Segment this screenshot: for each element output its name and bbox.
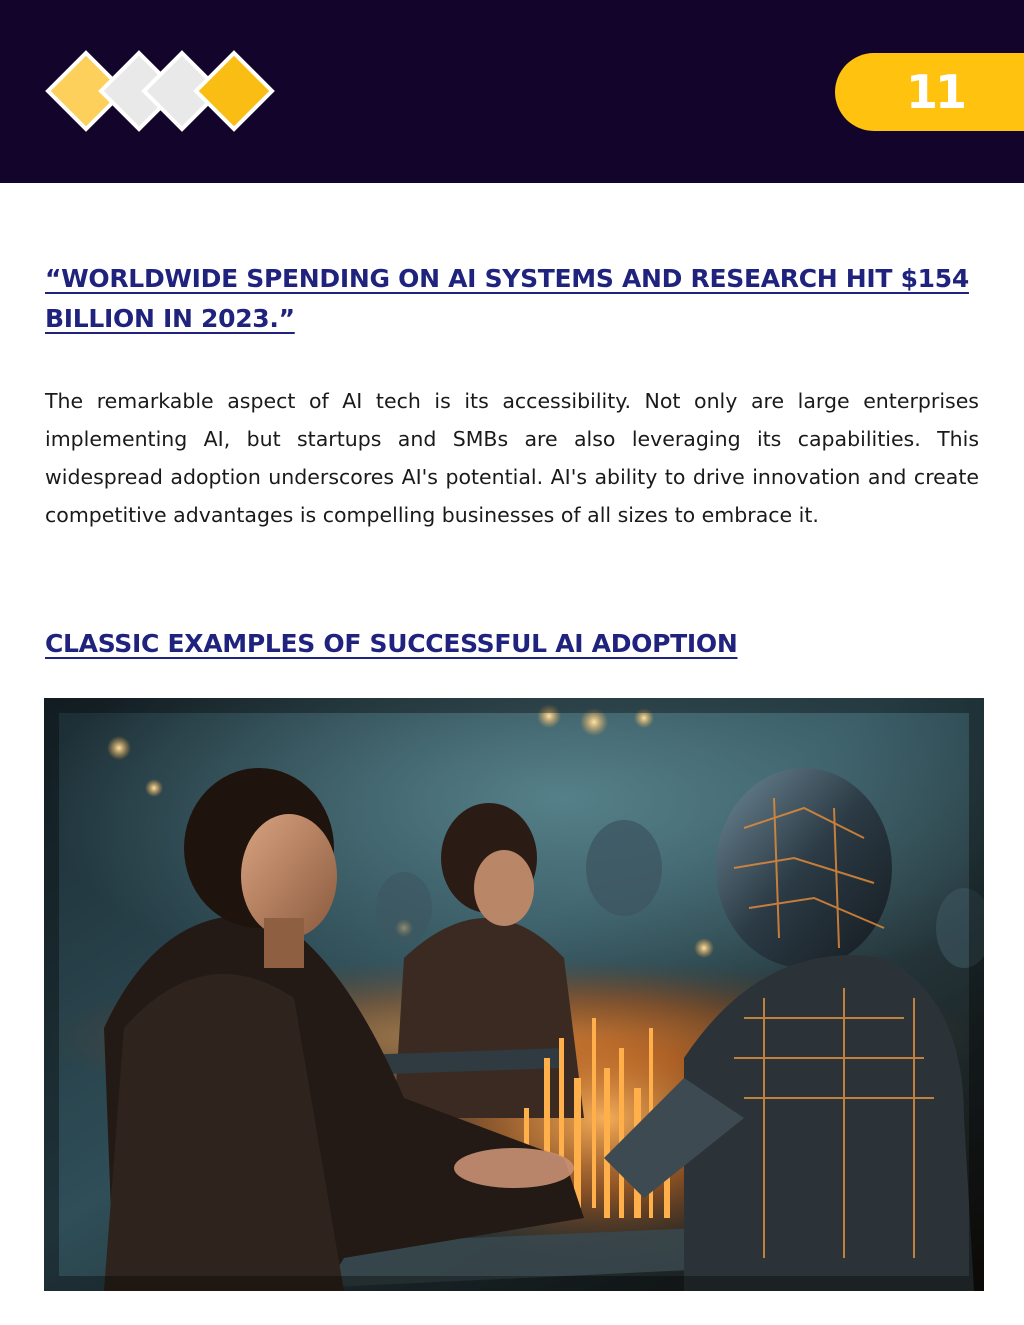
- statistic-quote-heading: “WORLDWIDE SPENDING ON AI SYSTEMS AND RESEARCH HIT $154 BILLION IN 2023.”: [45, 264, 969, 333]
- intro-paragraph: The remarkable aspect of AI tech is its accessibility. Not only are large enterprises implementing AI, but startups and SMBs are also leveraging its capabilities. This widespread adoption underscores AI's potential. AI's ability to drive innovation and create competitive advantages is compelling businesses of all sizes to embrace it.: [45, 389, 979, 527]
- woman-and-robot-photo: [44, 698, 984, 1291]
- section-heading: CLASSIC EXAMPLES OF SUCCESSFUL AI ADOPTION: [45, 629, 738, 658]
- logo-diamond-4: [196, 53, 272, 129]
- page-number-badge: [835, 53, 1024, 131]
- page-number: 11: [905, 65, 964, 119]
- page-header: [0, 0, 1024, 183]
- diamond-logo: [44, 50, 276, 132]
